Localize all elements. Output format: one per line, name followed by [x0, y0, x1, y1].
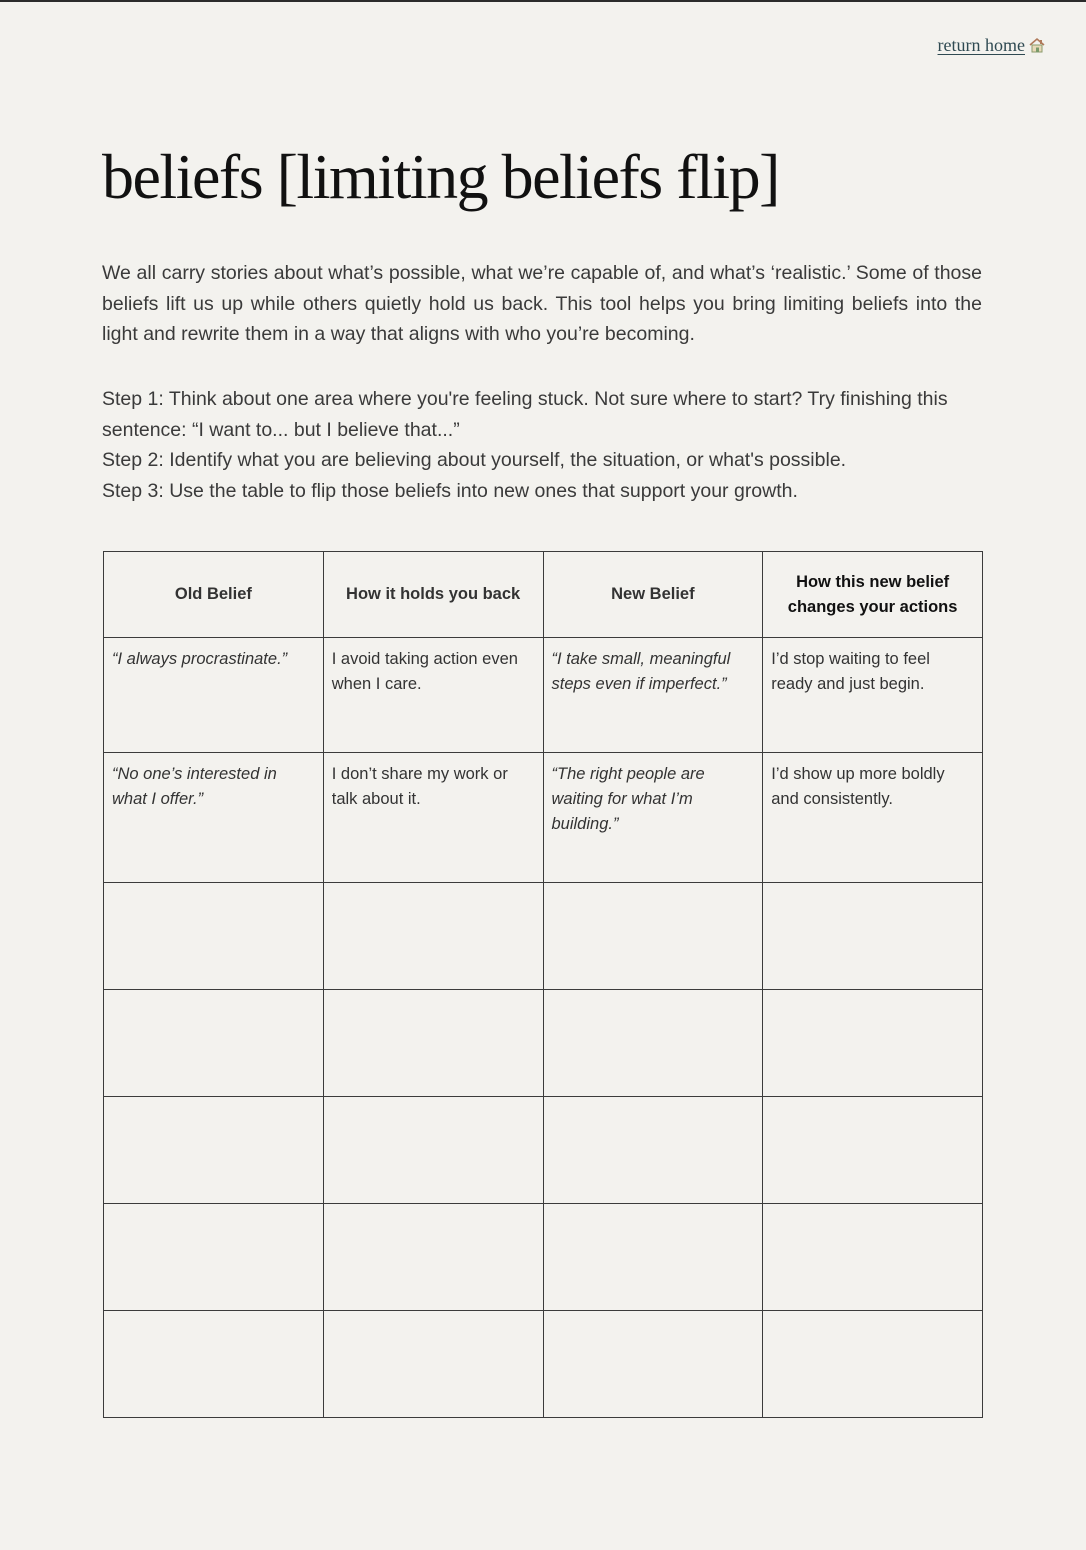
table-cell[interactable]: “I take small, meaningful steps even if imperfect.”: [543, 638, 763, 753]
header-changes-actions: How this new belief changes your actions: [763, 552, 983, 638]
table-cell[interactable]: “The right people are waiting for what I’m building.”: [543, 753, 763, 883]
house-icon: [1028, 37, 1046, 53]
table-header-row: [104, 552, 983, 638]
table-cell[interactable]: I avoid taking action even when I care.: [323, 638, 543, 753]
table-row: [104, 753, 983, 883]
table-cell[interactable]: “No one’s interested in what I offer.”: [104, 753, 324, 883]
header-old-belief: Old Belief: [104, 552, 324, 638]
table-cell[interactable]: [763, 1204, 983, 1311]
step-1: Step 1: Think about one area where you're feeling stuck. Not sure where to start? Try finishing this sentence: “I want to... but I believe that...”: [102, 388, 948, 441]
table-cell[interactable]: [323, 1097, 543, 1204]
table-cell[interactable]: [104, 990, 324, 1097]
return-home-label: return home: [937, 35, 1025, 55]
table-cell[interactable]: [323, 883, 543, 990]
step-3: Step 3: Use the table to flip those beliefs into new ones that support your growth.: [102, 479, 798, 502]
table-cell[interactable]: [104, 1204, 324, 1311]
steps-list: [102, 384, 982, 506]
table-cell[interactable]: [323, 990, 543, 1097]
table-cell[interactable]: [104, 1311, 324, 1418]
table-cell[interactable]: [543, 883, 763, 990]
header-holds-back: How it holds you back: [323, 552, 543, 638]
step-2: Step 2: Identify what you are believing about yourself, the situation, or what's possible.: [102, 449, 847, 471]
table-cell[interactable]: [543, 1097, 763, 1204]
top-rule: [0, 0, 1086, 2]
beliefs-table: [103, 551, 983, 1418]
table-cell[interactable]: [763, 883, 983, 990]
table-row: [104, 990, 983, 1097]
table-cell[interactable]: [104, 1097, 324, 1204]
table-cell[interactable]: [763, 1097, 983, 1204]
table-cell[interactable]: [323, 1204, 543, 1311]
table-row: [104, 1097, 983, 1204]
table-cell[interactable]: [323, 1311, 543, 1418]
page-title: beliefs [limiting beliefs flip]: [102, 141, 779, 212]
table-cell[interactable]: “I always procrastinate.”: [104, 638, 324, 753]
table-cell[interactable]: [104, 883, 324, 990]
header-new-belief: New Belief: [543, 552, 763, 638]
intro-paragraph: We all carry stories about what’s possible, what we’re capable of, and what’s ‘realistic.’ Some of those beliefs lift us up while others quietly hold us back. This tool helps you bring limiting beliefs into the light and rewrite them in a way that aligns with who you’re becoming.: [102, 262, 982, 345]
table-cell[interactable]: [543, 990, 763, 1097]
table-row: [104, 883, 983, 990]
return-home-link[interactable]: [938, 35, 1046, 56]
table-cell[interactable]: I’d show up more boldly and consistently.: [763, 753, 983, 883]
table-cell[interactable]: I don’t share my work or talk about it.: [323, 753, 543, 883]
table-cell[interactable]: [543, 1204, 763, 1311]
table-cell[interactable]: [543, 1311, 763, 1418]
table-cell[interactable]: [763, 990, 983, 1097]
table-cell[interactable]: [763, 1311, 983, 1418]
table-row: [104, 638, 983, 753]
table-row: [104, 1204, 983, 1311]
table-row: [104, 1311, 983, 1418]
table-cell[interactable]: I’d stop waiting to feel ready and just begin.: [763, 638, 983, 753]
